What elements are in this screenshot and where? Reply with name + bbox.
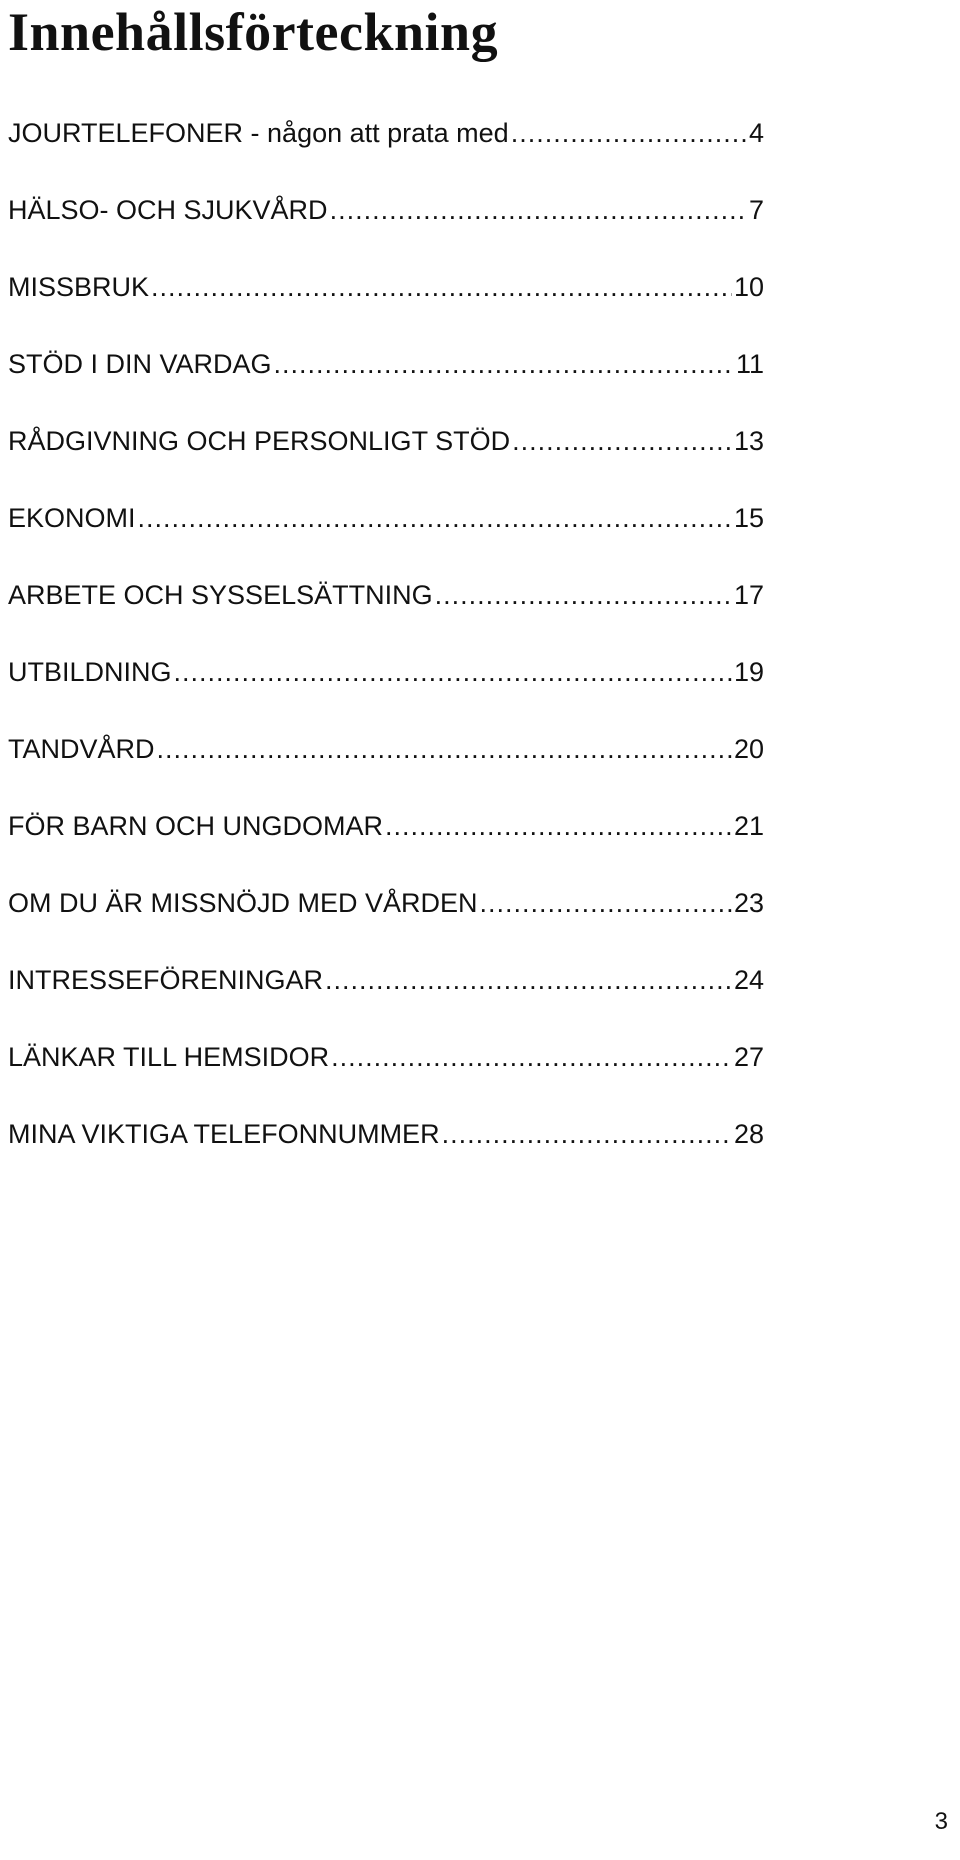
toc-dot-leader [325,963,732,997]
toc-entry-page: 7 [748,195,764,225]
toc-dot-leader [157,732,732,766]
toc-entry[interactable] [8,655,764,732]
toc-entry-page: 11 [735,349,764,379]
toc-entry-label: FÖR BARN OCH UNGDOMAR [8,811,384,841]
toc-entry-page: 20 [733,734,764,764]
toc-entry-page: 17 [733,580,764,610]
toc-entry-label: UTBILDNING [8,657,172,687]
page-title: Innehållsförteckning [8,2,499,62]
toc-entry-page: 24 [733,965,764,995]
toc-entry[interactable] [8,578,764,655]
toc-entry-page: 13 [733,426,764,456]
toc-entry[interactable] [8,886,764,963]
toc-entry-label: EKONOMI [8,503,136,533]
toc-entry-label: RÅDGIVNING OCH PERSONLIGT STÖD [8,426,511,456]
toc-entry-label: HÄLSO- OCH SJUKVÅRD [8,195,328,225]
toc-entry-label: JOURTELEFONER - någon att prata med [8,118,509,148]
toc-dot-leader [138,501,732,535]
toc-entry-label: TANDVÅRD [8,734,155,764]
toc-entry-label: STÖD I DIN VARDAG [8,349,272,379]
toc-dot-leader [385,809,732,843]
toc-entry-label: ARBETE OCH SYSSELSÄTTNING [8,580,433,610]
toc-entry[interactable] [8,963,764,1040]
toc-entry-page: 19 [733,657,764,687]
toc-entry-page: 4 [748,118,764,148]
toc-entry-label: INTRESSEFÖRENINGAR [8,965,324,995]
toc-dot-leader [330,193,747,227]
toc-entry-page: 28 [733,1119,764,1149]
toc-dot-leader [442,1117,732,1151]
toc-entry[interactable] [8,1040,764,1117]
toc-entry-page: 21 [733,811,764,841]
toc-entry-page: 27 [733,1042,764,1072]
toc-dot-leader [512,424,732,458]
toc-dot-leader [174,655,732,689]
table-of-contents [8,116,764,1194]
toc-entry[interactable] [8,732,764,809]
toc-entry[interactable] [8,270,764,347]
toc-entry[interactable] [8,424,764,501]
toc-entry[interactable] [8,1117,764,1194]
toc-dot-leader [331,1040,732,1074]
toc-entry[interactable] [8,347,764,424]
toc-entry[interactable] [8,501,764,578]
toc-entry[interactable] [8,193,764,270]
toc-entry-page: 15 [733,503,764,533]
toc-entry[interactable] [8,809,764,886]
toc-entry-page: 10 [733,272,764,302]
toc-entry-label: MINA VIKTIGA TELEFONNUMMER [8,1119,440,1149]
toc-entry-label: OM DU ÄR MISSNÖJD MED VÅRDEN [8,888,478,918]
page-number: 3 [934,1808,948,1835]
toc-dot-leader [480,886,732,920]
toc-dot-leader [435,578,732,612]
toc-dot-leader [274,347,734,381]
toc-dot-leader [151,270,732,304]
toc-entry-label: LÄNKAR TILL HEMSIDOR [8,1042,330,1072]
toc-dot-leader [511,116,747,150]
toc-entry-page: 23 [733,888,764,918]
toc-entry[interactable] [8,116,764,193]
toc-entry-label: MISSBRUK [8,272,150,302]
